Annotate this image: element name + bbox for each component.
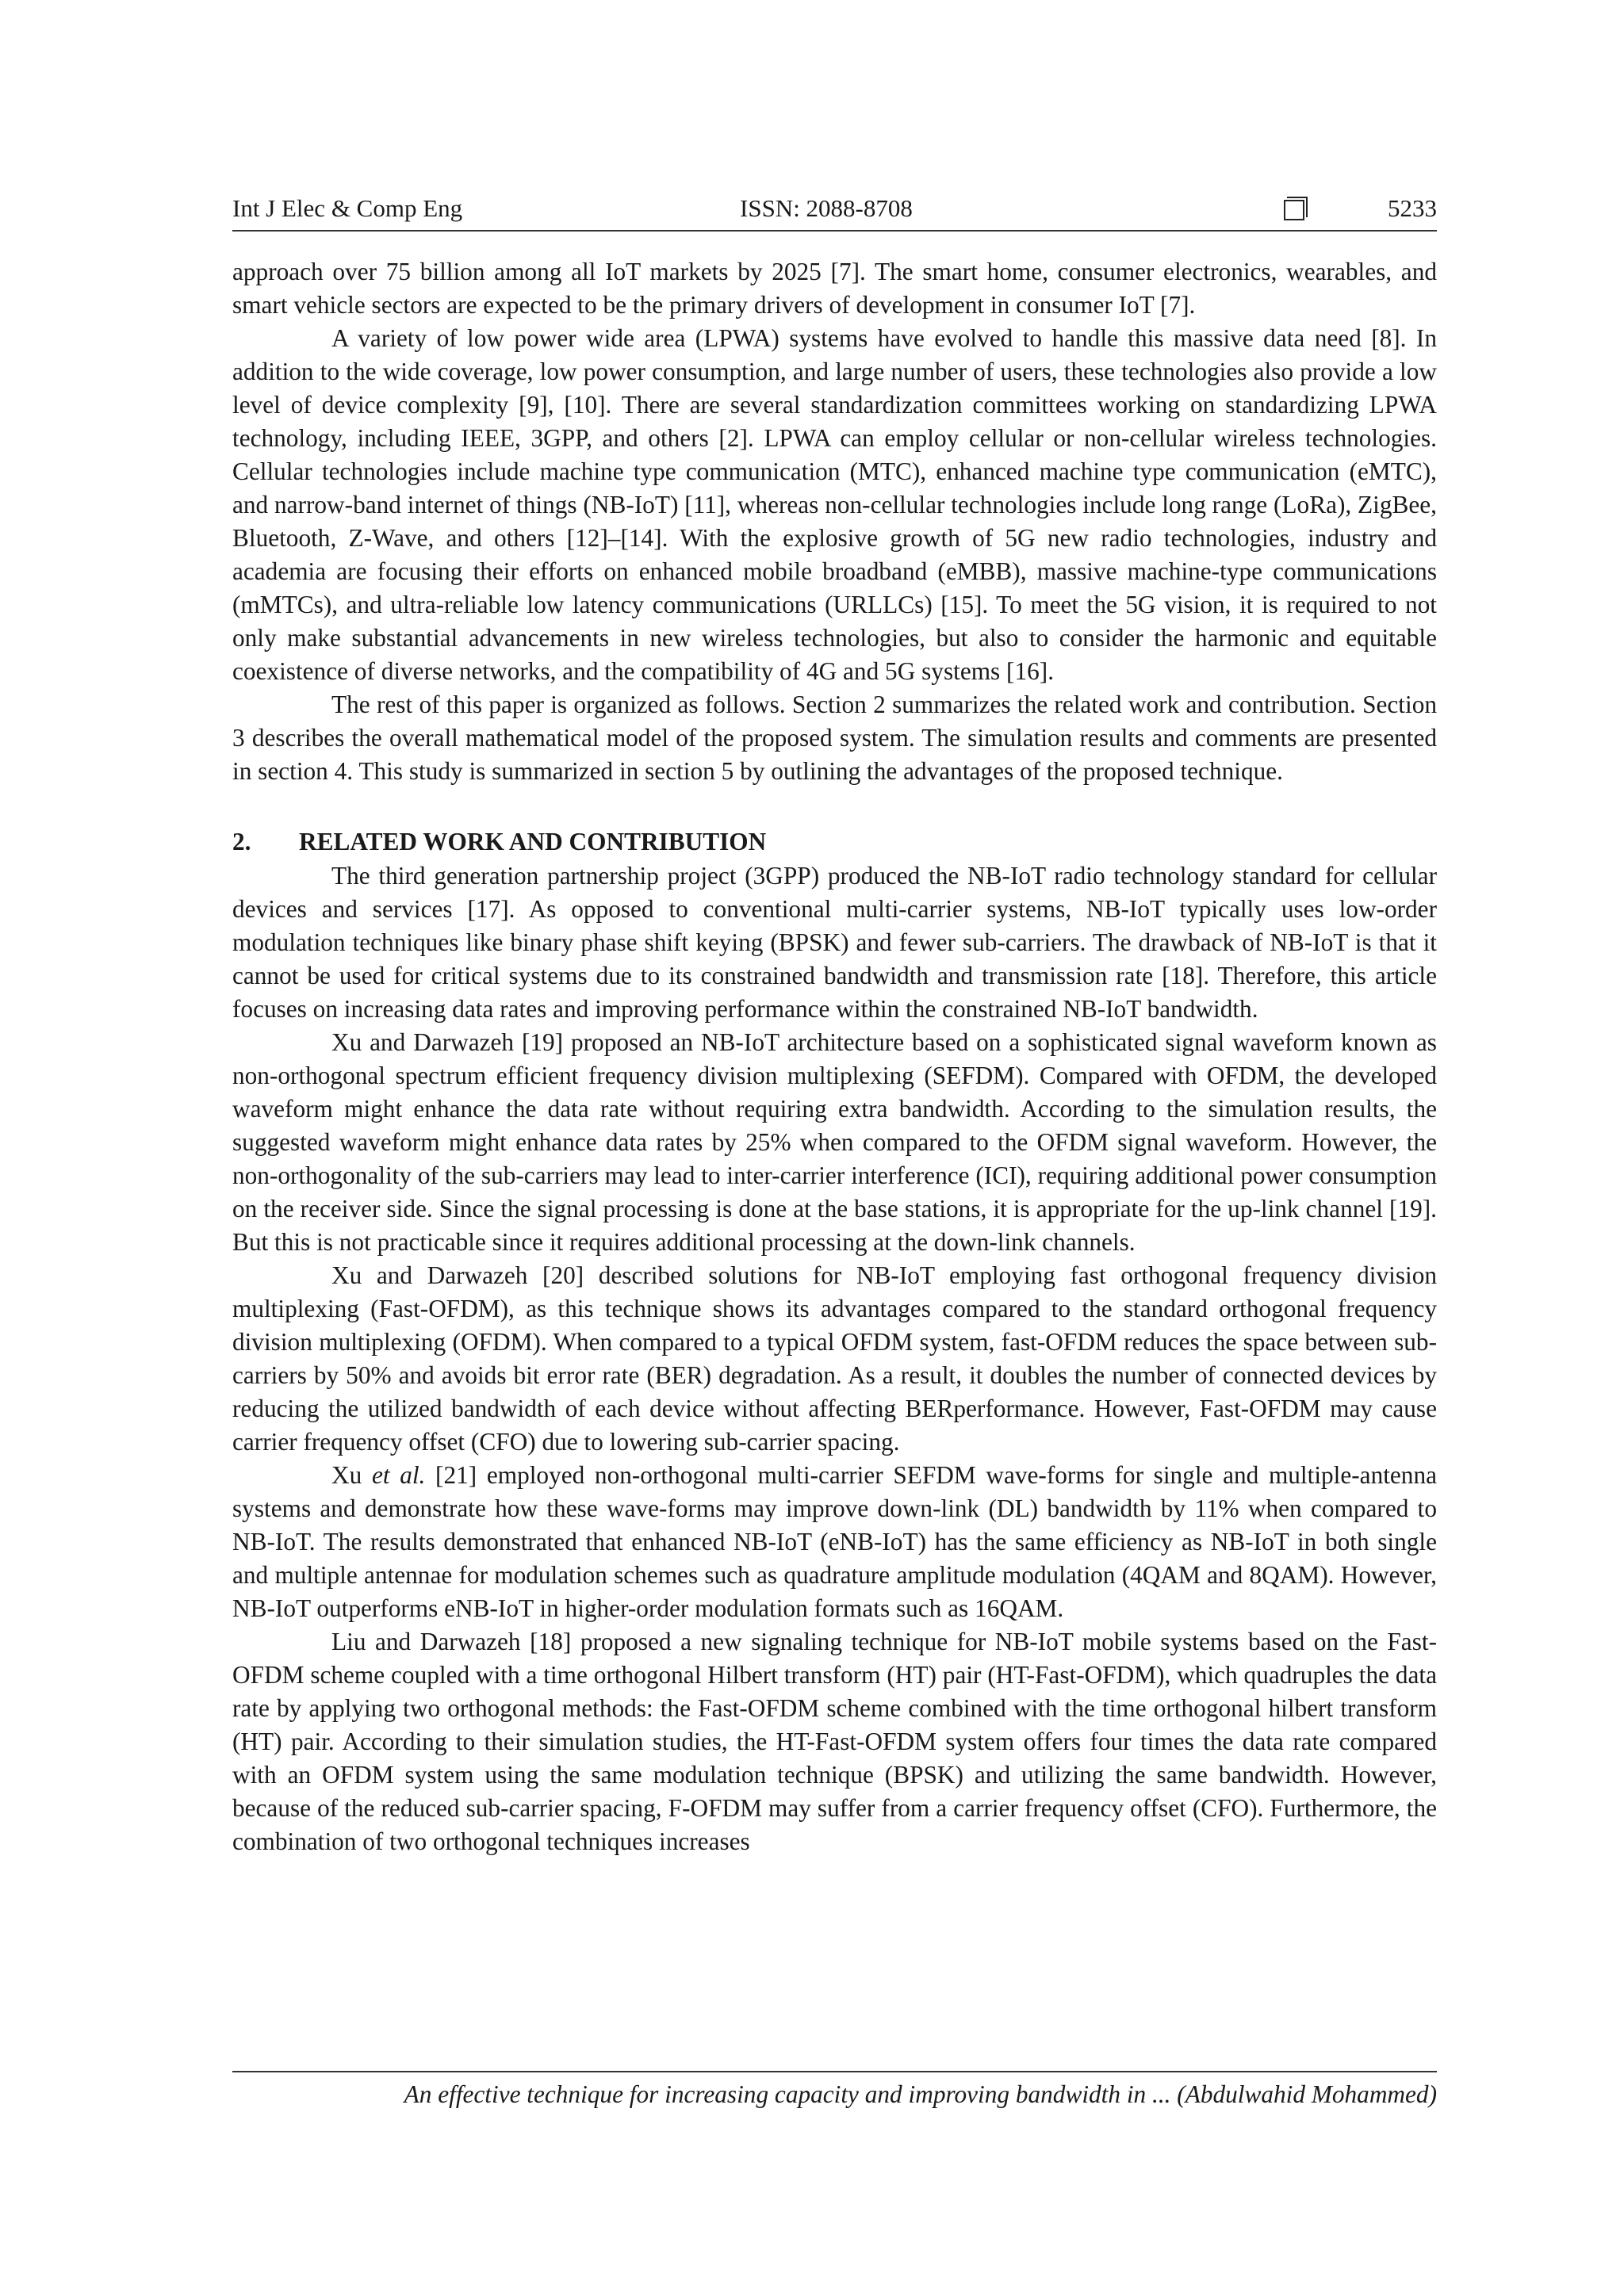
paragraph: Xu and Darwazeh [19] proposed an NB-IoT architecture based on a sophisticated signal waveform known as non-orthogonal spectrum efficient frequency division multiplexing (SEFDM). Compared with OFDM, the developed waveform might enhance the data rate without requiring extra bandwidth. According to the simulation results, the suggested waveform might enhance data rates by 25% when compared to the OFDM signal waveform. However, the non-orthogonality of the sub-carriers may lead to inter-carrier interference (ICI), requiring additional power consumption on the receiver side. Since the signal processing is done at the base stations, it is appropriate for the up-link channel [19]. But this is not practicable since it requires additional processing at the down-link channels. (232, 1028, 1437, 1256)
paragraph: Xu and Darwazeh [20] described solutions for NB-IoT employing fast orthogonal frequency division multiplexing (Fast-OFDM), as this technique shows its advantages compared to the standard orthogonal frequency division multiplexing (OFDM). When compared to a typical OFDM system, fast-OFDM reduces the space between sub-carriers by 50% and avoids bit error rate (BER) degradation. As a result, it doubles the number of connected devices by reducing the utilized bandwidth of each device without affecting BERperformance. However, Fast-OFDM may cause carrier frequency offset (CFO) due to lowering sub-carrier spacing. (232, 1261, 1437, 1456)
page-number: 5233 (1388, 194, 1437, 222)
page-body (232, 255, 1437, 1858)
section-heading (232, 825, 1437, 859)
footer-rule (232, 2071, 1437, 2072)
paragraph (232, 1459, 1437, 1625)
issn: ISSN: 2088-8708 (740, 194, 913, 222)
running-footer: An effective technique for increasing capacity and improving bandwidth in ... (Abdulwahid Mohammed) (404, 2080, 1437, 2108)
paragraph: The third generation partnership project (3GPP) produced the NB-IoT radio technology standard for cellular devices and services [17]. As opposed to conventional multi-carrier systems, NB-IoT typically uses low-order modulation techniques like binary phase shift keying (BPSK) and fewer sub-carriers. The drawback of NB-IoT is that it cannot be used for critical systems due to its constrained bandwidth and transmission rate [18]. Therefore, this article focuses on increasing data rates and improving performance within the constrained NB-IoT bandwidth. (232, 862, 1437, 1023)
journal-name: Int J Elec & Comp Eng (232, 194, 463, 222)
et-al: et al. (371, 1461, 426, 1489)
running-header (232, 190, 1437, 232)
paragraph-rest: [21] employed non-orthogonal multi-carrier SEFDM wave-forms for single and multiple-antenna systems and demonstrate how these wave-forms may improve down-link (DL) bandwidth by 11% when compared to NB-IoT. The results demonstrated that enhanced NB-IoT (eNB-IoT) has the same efficiency as NB-IoT in both single and multiple antennae for modulation schemes such as quadrature amplitude modulation (4QAM and 8QAM). However, NB-IoT outperforms eNB-IoT in higher-order modulation formats such as 16QAM. (232, 1461, 1437, 1622)
section-title: RELATED WORK AND CONTRIBUTION (299, 828, 767, 855)
author-name: Xu (331, 1461, 362, 1489)
section-number: 2. (232, 828, 251, 855)
paragraph: The rest of this paper is organized as follows. Section 2 summarizes the related work and contribution. Section 3 describes the overall mathematical model of the proposed system. The simulation results and comments are presented in section 4. This study is summarized in section 5 by outlining the advantages of the proposed technique. (232, 691, 1437, 785)
box-icon (1284, 200, 1304, 220)
paragraph: A variety of low power wide area (LPWA) systems have evolved to handle this massive data need [8]. In addition to the wide coverage, low power consumption, and large number of users, these technologies also provide a low level of device complexity [9], [10]. There are several standardization committees working on standardizing LPWA technology, including IEEE, 3GPP, and others [2]. LPWA can employ cellular or non-cellular wireless technologies. Cellular technologies include machine type communication (MTC), enhanced machine type communication (eMTC), and narrow-band internet of things (NB-IoT) [11], whereas non-cellular technologies include long range (LoRa), ZigBee, Bluetooth, Z-Wave, and others [12]–[14]. With the explosive growth of 5G new radio technologies, industry and academia are focusing their efforts on enhanced mobile broadband (eMBB), massive machine-type communications (mMTCs), and ultra-reliable low latency communications (URLLCs) [15]. To meet the 5G vision, it is required to not only make substantial advancements in new wireless technologies, but also to consider the harmonic and equitable coexistence of diverse networks, and the compatibility of 4G and 5G systems [16]. (232, 324, 1437, 685)
paragraph: Liu and Darwazeh [18] proposed a new signaling technique for NB-IoT mobile systems based on the Fast-OFDM scheme coupled with a time orthogonal Hilbert transform (HT) pair (HT-Fast-OFDM), which quadruples the data rate by applying two orthogonal methods: the Fast-OFDM scheme combined with the time orthogonal hilbert transform (HT) pair. According to their simulation studies, the HT-Fast-OFDM system offers four times the data rate compared with an OFDM system using the same modulation technique (BPSK) and utilizing the same bandwidth. However, because of the reduced sub-carrier spacing, F-OFDM may suffer from a carrier frequency offset (CFO). Furthermore, the combination of two orthogonal techniques increases (232, 1628, 1437, 1855)
paragraph: approach over 75 billion among all IoT markets by 2025 [7]. The smart home, consumer electronics, wearables, and smart vehicle sectors are expected to be the primary drivers of development in consumer IoT [7]. (232, 258, 1437, 319)
